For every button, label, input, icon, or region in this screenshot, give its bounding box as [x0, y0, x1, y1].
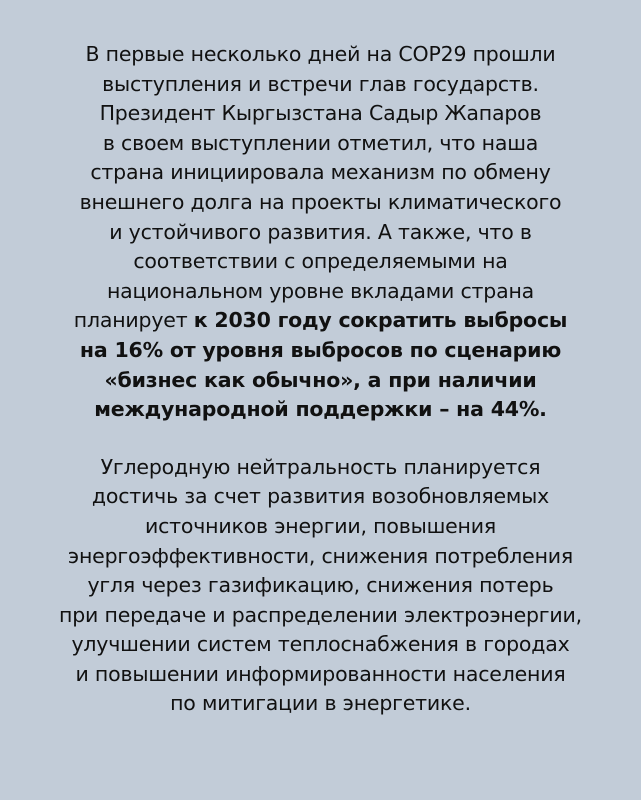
text-line: Президент Кыргызстана Садыр Жапаров [99, 101, 542, 126]
text-line: в своем выступлении отметил, что наша [102, 130, 539, 155]
text-line: внешнего долга на проекты климатического [79, 189, 562, 214]
text-line: и устойчивого развития. А также, что в [109, 219, 532, 244]
emphasis-line: «бизнес как обычно», а при наличии [104, 367, 537, 392]
text-line-mixed [18, 306, 623, 336]
text-line: по митигации в энергетике. [170, 691, 471, 716]
text-line: соответствии с определяемыми на [133, 249, 508, 274]
text-line: В первые несколько дней на COP29 прошли [85, 42, 556, 66]
text-line: улучшении систем теплоснабжения в городах [71, 632, 570, 657]
text-line: энергоэффективности, снижения потребления [67, 543, 574, 568]
emphasis-fragment: к 2030 году сократить выбросы [193, 308, 568, 333]
text-line: при передаче и распределении электроэнергии, [59, 602, 582, 627]
text-line: источников энергии, повышения [144, 513, 496, 538]
text-line: национальном уровне вкладами страна [106, 278, 535, 303]
paragraph-carbon-neutrality [18, 453, 623, 719]
text-line: достичь за счет развития возобновляемых [91, 484, 550, 509]
paragraph-cop29-statements [18, 40, 623, 425]
emphasis-line: на 16% от уровня выбросов по сценарию [79, 337, 562, 362]
text-line: Углеродную нейтральность планируется [100, 454, 541, 479]
text-line: и повышении информированности населения [75, 661, 566, 686]
text-line: угля через газификацию, снижения потерь [87, 573, 554, 598]
text-line: выступления и встречи глав государств. [102, 71, 539, 96]
text-fragment: планирует [73, 308, 194, 333]
text-line: страна инициировала механизм по обмену [90, 160, 551, 185]
emphasis-line: международной поддержки – на 44%. [94, 397, 547, 422]
